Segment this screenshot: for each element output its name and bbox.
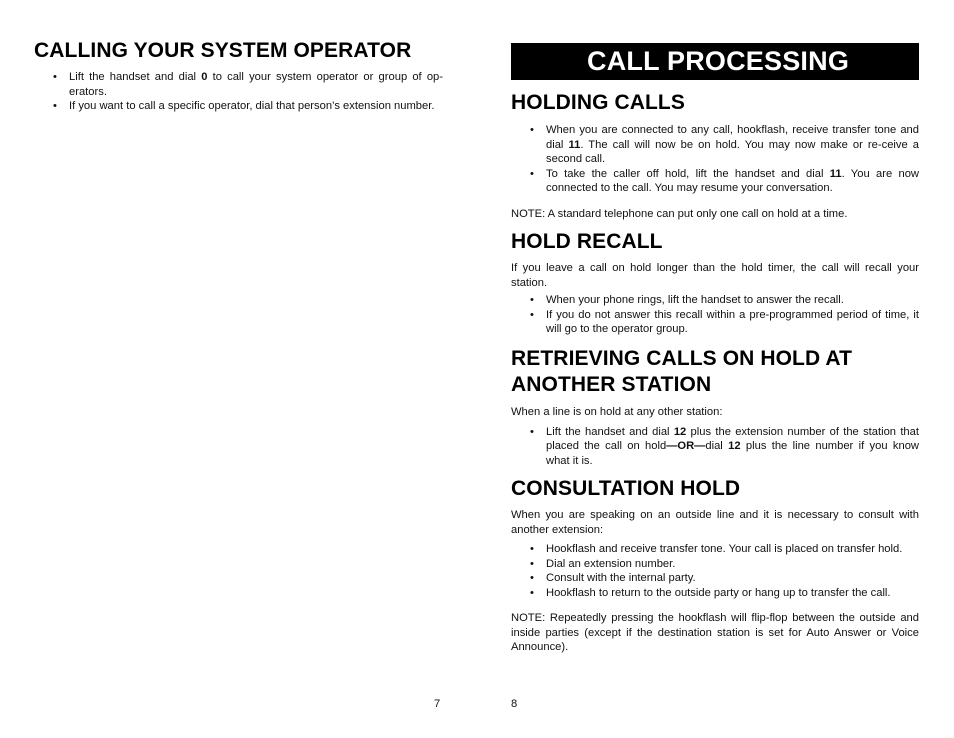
holding-calls-section	[511, 90, 919, 221]
list-item: • Lift the handset and dial 0 to call your system operator or group of op-erators.	[53, 71, 444, 98]
list-item: • Lift the handset and dial 12 plus the extension number of the station that placed the call on hold—OR—dial 12 plus the line number if you know what it is.	[530, 425, 919, 467]
bullet-icon: •	[530, 167, 534, 180]
list-item: • Hookflash to return to the outside party or hang up to transfer the call.	[530, 586, 891, 599]
consultation-hold-heading: CONSULTATION HOLD	[511, 477, 741, 500]
hold-recall-heading: HOLD RECALL	[511, 230, 663, 253]
bullet-icon: •	[530, 124, 534, 136]
hold-recall-section	[511, 229, 919, 337]
hold-recall-intro: If you leave a call on hold longer than the hold timer, the call will recall your station.	[511, 262, 919, 289]
left-page	[34, 0, 443, 738]
bullet-icon: •	[530, 586, 534, 599]
page-number-right: 8	[511, 698, 518, 710]
retrieving-intro: When a line is on hold at any other station:	[511, 406, 723, 418]
list-item: • Hookflash and receive transfer tone. Your call is placed on transfer hold.	[530, 543, 903, 555]
holding-calls-list	[511, 123, 919, 196]
hold-recall-list	[511, 293, 919, 337]
calling-operator-section	[34, 38, 443, 114]
list-item: • Dial an extension number.	[530, 557, 676, 570]
list-item: • When your phone rings, lift the handset to answer the recall.	[530, 294, 844, 306]
bullet-icon: •	[530, 572, 534, 584]
retrieving-calls-section	[511, 346, 919, 468]
bullet-icon: •	[530, 294, 534, 306]
holding-note: NOTE: A standard telephone can put only one call on hold at a time.	[511, 207, 848, 220]
list-item: • If you want to call a specific operator, dial that person’s extension number.	[53, 100, 435, 112]
bullet-icon: •	[530, 543, 534, 555]
consultation-note: NOTE: Repeatedly pressing the hookflash will flip-flop between the outside and inside parties (except if the destination station is set for Auto Answer or Voice Announce).	[511, 612, 919, 653]
page-number-left: 7	[434, 698, 441, 710]
bullet-icon: •	[53, 100, 57, 112]
call-processing-banner: CALL PROCESSING	[511, 43, 919, 80]
bullet-icon: •	[53, 71, 57, 83]
bullet-icon: •	[530, 425, 534, 438]
consultation-hold-section	[511, 476, 919, 655]
list-item: • If you do not answer this recall within a pre-programmed period of time, it will go to the operator group.	[530, 308, 919, 335]
list-item: • To take the caller off hold, lift the handset and dial 11. You are now connected to the call. You may resume your conversation.	[530, 167, 919, 194]
calling-operator-list	[34, 70, 443, 114]
consultation-list	[511, 542, 919, 600]
retrieving-calls-heading: RETRIEVING CALLS ON HOLD AT ANOTHER STATION	[511, 347, 853, 396]
retrieving-list	[511, 425, 919, 469]
consultation-intro: When you are speaking on an outside line and it is necessary to consult with another extension:	[511, 509, 919, 536]
list-item: • Consult with the internal party.	[530, 572, 696, 584]
holding-calls-heading: HOLDING CALLS	[511, 91, 685, 114]
bullet-icon: •	[530, 557, 534, 570]
list-item: • When you are connected to any call, hookflash, receive transfer tone and dial 11. The call will now be on hold. You may now make or re-ceive a second call.	[530, 124, 919, 165]
bullet-icon: •	[530, 308, 534, 321]
calling-operator-heading: CALLING YOUR SYSTEM OPERATOR	[34, 39, 412, 62]
right-page	[511, 0, 919, 738]
